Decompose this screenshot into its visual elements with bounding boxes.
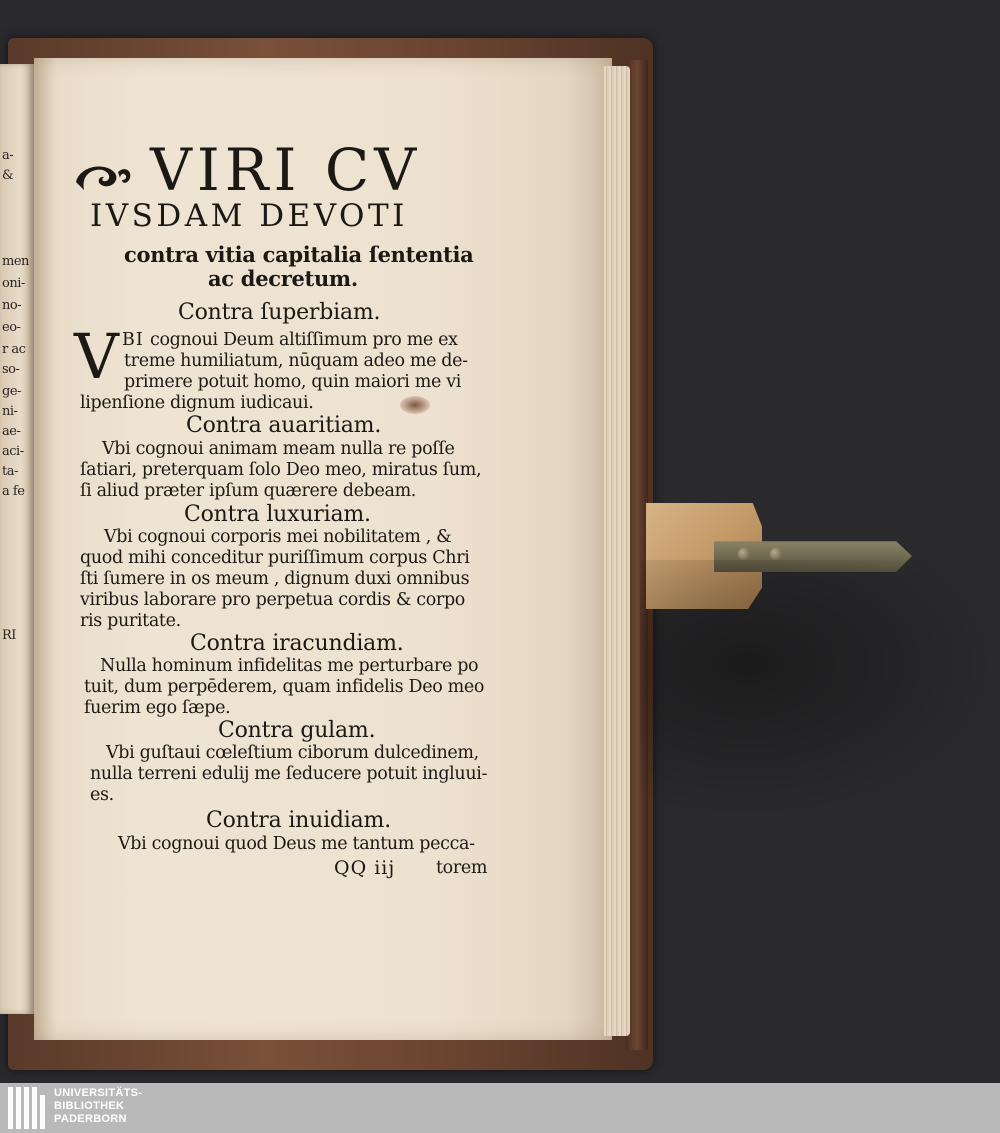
footer-bar [0,1083,1000,1133]
library-logo-icon [8,1087,48,1129]
library-name-line: PADERBORN [54,1113,127,1125]
left-page-fragment: ge- [2,384,21,399]
rivet-icon [738,548,750,560]
text-line: Vbi guſtaui cœleſtium ciborum dulcedinem, [106,743,479,763]
ink-stain [400,396,430,414]
rivet-icon [770,548,782,560]
left-page-fragment: no- [2,298,22,313]
left-page-fragment: aci- [2,444,24,459]
text-line: ſatiari, preterquam ſolo Deo meo, miratus ſum, [80,460,482,480]
text-line: nulla terreni edulij me ſeducere potuit ingluui- [90,764,488,784]
left-page-fragment: ae- [2,424,21,439]
left-page-fragment: eo- [2,320,21,335]
text-line: Vbi cognoui quod Deus me tantum pecca- [118,834,475,854]
text-line: Vbi cognoui corporis mei nobilitatem , & [104,527,452,547]
text-line: tuit, dum perpēderem, quam infidelis Deo meo [84,677,485,697]
text-line: lipenſione dignum iudicaui. [80,393,314,413]
section-heading: Contra gulam. [218,718,376,743]
first-word: BI [122,330,144,350]
subtitle-line-2: ac decretum. [208,266,358,291]
text-line: ſi aliud præter ipſum quærere debeam. [80,481,417,501]
left-page-fragment: ni- [2,404,18,419]
left-page-fragment: a- [2,148,14,163]
title-line-2: IVSDAM DEVOTI [90,198,408,234]
section-heading: Contra auaritiam. [186,413,382,438]
text-line: treme humiliatum, nūquam adeo me de- [124,351,468,371]
leaf-ornament-icon [74,160,136,196]
text-line: ſti ſumere in os meum , dignum duxi omnibus [80,569,470,589]
text-line: fuerim ego ſæpe. [84,698,231,718]
left-page-fragment: RI [2,628,16,643]
left-facing-page [0,64,34,1014]
left-page-fragment: men [2,254,29,269]
left-page-fragment: & [2,168,14,183]
section-heading: Contra inuidiam. [206,808,392,833]
subtitle-line-1: contra vitia capitalia ſententia [124,242,474,267]
left-page-fragment: ta- [2,464,18,479]
text-line: primere potuit homo, quin maiori me vi [124,372,461,392]
text-line: ris puritate. [80,611,181,631]
signature-mark: QQ iij [334,857,396,879]
catchword: torem [436,858,488,878]
section-heading: Contra luxuriam. [184,502,371,527]
text-line: es. [90,785,114,805]
text-line: Vbi cognoui animam meam nulla re poſſe [102,439,455,459]
left-page-fragment: so- [2,362,20,377]
library-name [54,1087,142,1126]
left-page-fragment: r ac [2,342,26,357]
library-name-line: UNIVERSITÄTS- [54,1087,143,1099]
text-line: viribus laborare pro perpetua cordis & corpo [80,590,465,610]
section-heading: Contra ſuperbiam. [178,300,381,325]
left-page-fragment: a fe [2,484,25,499]
library-name-line: BIBLIOTHEK [54,1100,125,1112]
left-page-fragment: oni- [2,276,25,291]
drop-cap: V [74,320,119,393]
section-heading: Contra iracundiam. [190,631,404,656]
title-line-1: VIRI CV [150,136,422,204]
text-line: cognoui Deum altiſſimum pro me ex [150,330,458,350]
text-line: quod mihi conceditur puriſſimum corpus Chri [80,548,470,568]
page-edges [604,66,630,1036]
text-line: Nulla hominum infidelitas me perturbare po [100,656,479,676]
